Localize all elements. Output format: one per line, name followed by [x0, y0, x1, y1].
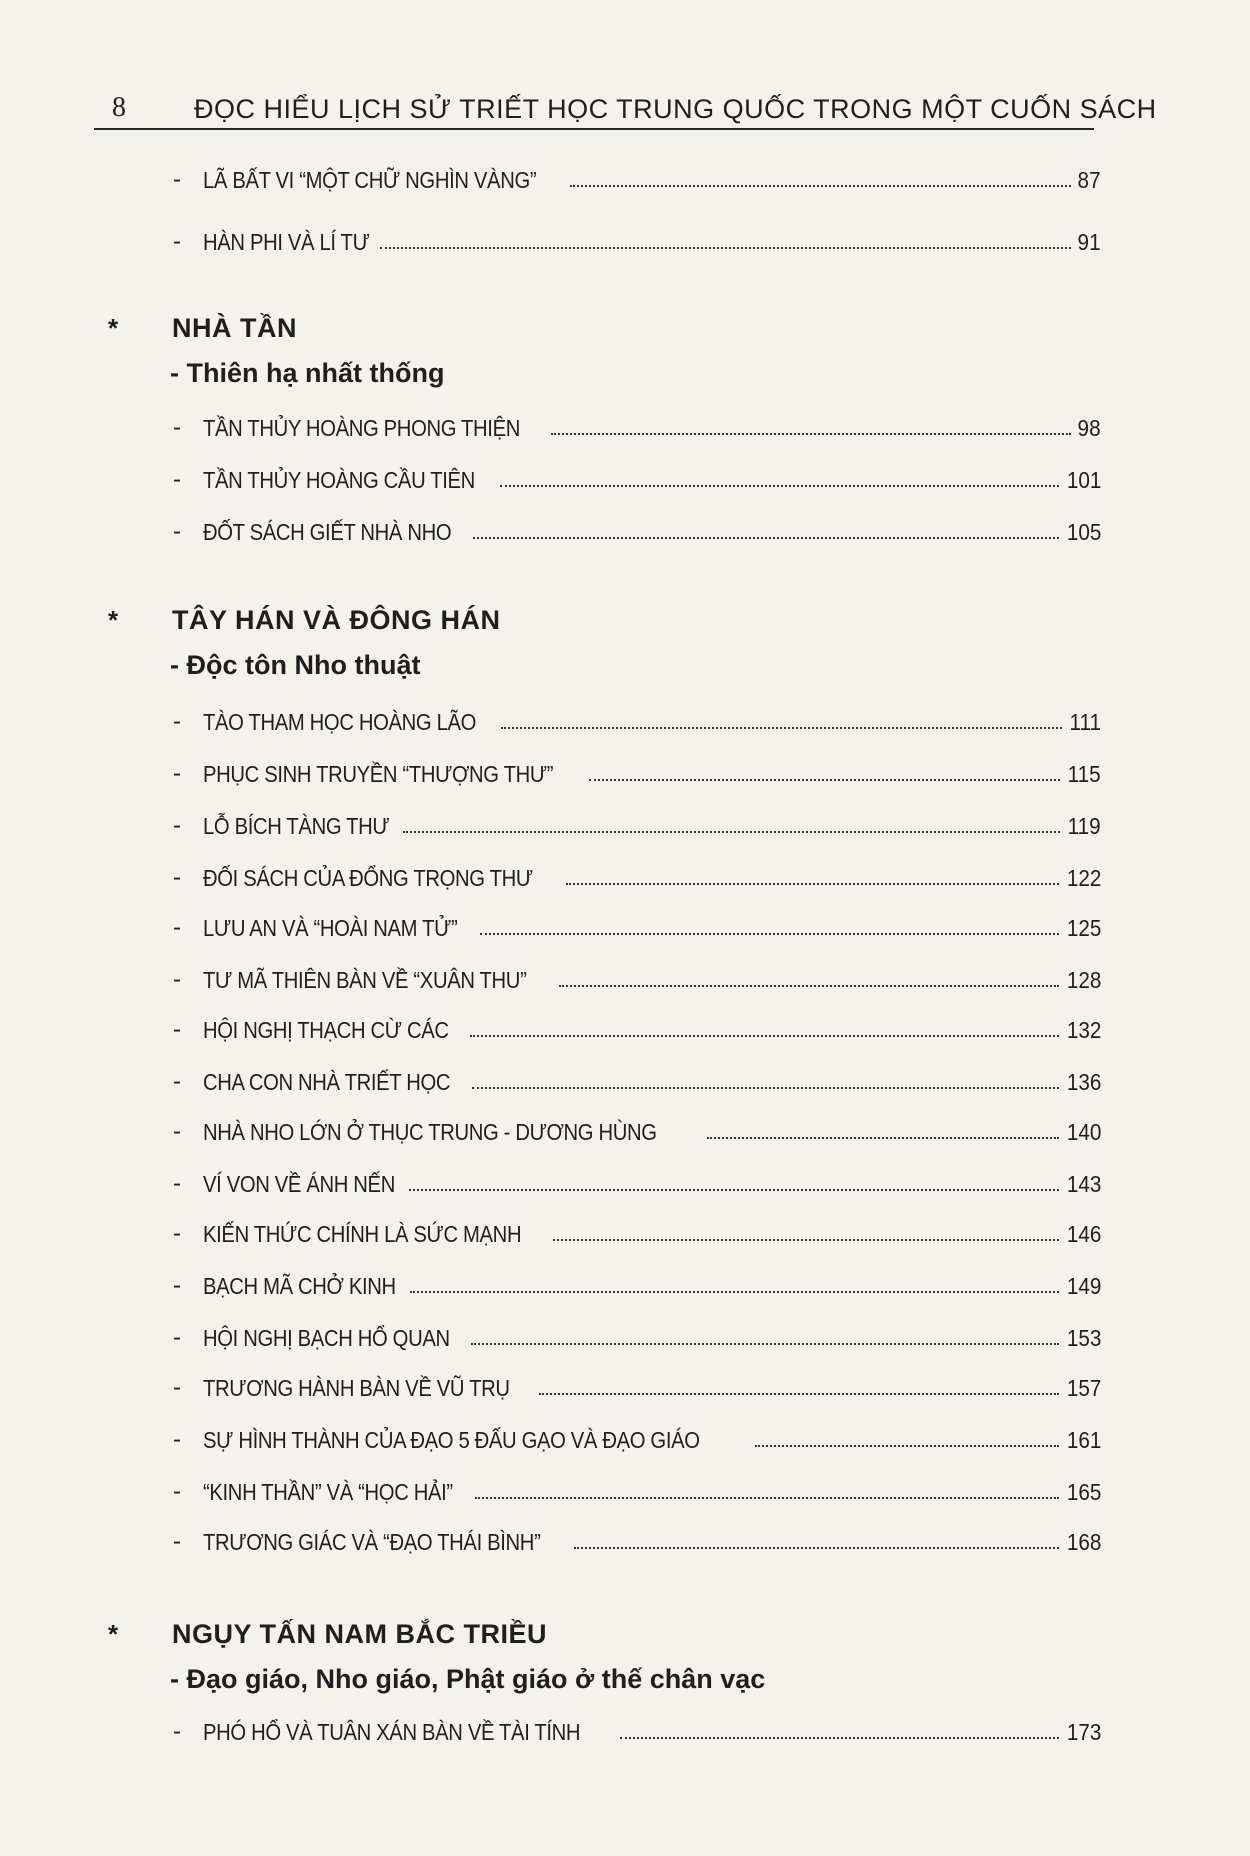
toc-entry — [173, 756, 1101, 788]
entry-dash: - — [173, 414, 181, 441]
entry-dash: - — [173, 1324, 181, 1351]
toc-entry — [173, 1474, 1101, 1506]
entry-page: 98 — [1077, 415, 1101, 441]
section-subtitle: - Độc tôn Nho thuật — [170, 650, 421, 680]
dot-leader — [620, 1737, 1059, 1739]
entry-title: PHỤC SINH TRUYỀN “THƯỢNG THƯ” — [203, 761, 554, 787]
entry-page: 146 — [1066, 1221, 1101, 1247]
toc-entry — [173, 410, 1101, 442]
section-subtitle: - Thiên hạ nhất thống — [170, 358, 445, 388]
entry-dash: - — [173, 166, 181, 193]
dot-leader — [559, 985, 1059, 987]
entry-title: HÀN PHI VÀ LÍ TƯ — [203, 229, 370, 255]
toc-entry — [173, 1064, 1101, 1096]
dot-leader — [570, 185, 1072, 187]
section-heading — [108, 310, 297, 344]
section-star: * — [108, 1619, 119, 1649]
dot-leader — [480, 933, 1059, 935]
dot-leader — [410, 1291, 1059, 1293]
entry-title: CHA CON NHÀ TRIẾT HỌC — [203, 1069, 451, 1095]
entry-title: HỘI NGHỊ THẠCH CỪ CÁC — [203, 1017, 449, 1043]
section-title: TÂY HÁN VÀ ĐÔNG HÁN — [172, 605, 501, 635]
entry-page: 143 — [1066, 1171, 1101, 1197]
entry-page: 161 — [1066, 1427, 1101, 1453]
dot-leader — [539, 1393, 1058, 1395]
entry-page: 157 — [1066, 1375, 1101, 1401]
page-number: 8 — [112, 92, 126, 123]
entry-page: 165 — [1066, 1479, 1101, 1505]
toc-entry — [173, 224, 1101, 256]
toc-entry — [173, 1114, 1101, 1146]
entry-page: 149 — [1066, 1273, 1101, 1299]
dot-leader — [553, 1239, 1059, 1241]
entry-title: VÍ VON VỀ ÁNH NẾN — [203, 1171, 395, 1197]
entry-dash: - — [173, 1068, 181, 1095]
entry-title: BẠCH MÃ CHỞ KINH — [203, 1273, 396, 1299]
dot-leader — [707, 1137, 1059, 1139]
entry-title: LƯU AN VÀ “HOÀI NAM TỬ” — [203, 915, 458, 941]
entry-title: TƯ MÃ THIÊN BÀN VỀ “XUÂN THU” — [203, 967, 527, 993]
dot-leader — [574, 1547, 1058, 1549]
toc-entry — [173, 910, 1101, 942]
entry-dash: - — [173, 1374, 181, 1401]
entry-title: ĐỐI SÁCH CỦA ĐỔNG TRỌNG THƯ — [203, 865, 533, 891]
toc-entry — [173, 1166, 1101, 1198]
entry-title: NHÀ NHO LỚN Ở THỤC TRUNG - DƯƠNG HÙNG — [203, 1119, 657, 1145]
entry-page: 91 — [1077, 229, 1101, 255]
entry-page: 105 — [1066, 519, 1101, 545]
entry-page: 136 — [1066, 1069, 1101, 1095]
dot-leader — [403, 831, 1061, 833]
toc-entry — [173, 1012, 1101, 1044]
entry-title: KIẾN THỨC CHÍNH LÀ SỨC MẠNH — [203, 1221, 522, 1247]
section-star: * — [108, 313, 119, 343]
entry-dash: - — [173, 914, 181, 941]
entry-page: 122 — [1066, 865, 1101, 891]
toc-entry — [173, 1320, 1101, 1352]
entry-title: PHÓ HỔ VÀ TUÂN XÁN BÀN VỀ TÀI TÍNH — [203, 1719, 581, 1745]
entry-title: TÀO THAM HỌC HOÀNG LÃO — [203, 709, 477, 735]
dot-leader — [500, 485, 1059, 487]
dot-leader — [473, 537, 1059, 539]
toc-entry — [173, 462, 1101, 494]
toc-entry — [173, 514, 1101, 546]
toc-entry — [173, 1268, 1101, 1300]
entry-page: 128 — [1066, 967, 1101, 993]
entry-page: 115 — [1067, 761, 1101, 787]
dot-leader — [475, 1497, 1059, 1499]
toc-entry — [173, 704, 1101, 736]
entry-page: 168 — [1066, 1529, 1101, 1555]
entry-title: SỰ HÌNH THÀNH CỦA ĐẠO 5 ĐẤU GẠO VÀ ĐẠO GIÁO — [203, 1427, 700, 1453]
entry-dash: - — [173, 1118, 181, 1145]
section-subtitle: - Đạo giáo, Nho giáo, Phật giáo ở thế chân vạc — [170, 1664, 766, 1694]
page-header — [94, 86, 1157, 130]
dot-leader — [755, 1445, 1058, 1447]
entry-page: 140 — [1066, 1119, 1101, 1145]
entry-title: TẦN THỦY HOÀNG CẦU TIÊN — [203, 467, 475, 493]
entry-dash: - — [173, 1272, 181, 1299]
dot-leader — [501, 727, 1062, 729]
entry-dash: - — [173, 518, 181, 545]
entry-dash: - — [173, 1170, 181, 1197]
toc-entry — [173, 1216, 1101, 1248]
entry-dash: - — [173, 1718, 181, 1745]
entry-dash: - — [173, 812, 181, 839]
toc-entry — [173, 1370, 1101, 1402]
entry-dash: - — [173, 1426, 181, 1453]
entry-dash: - — [173, 760, 181, 787]
dot-leader — [566, 883, 1059, 885]
entry-page: 173 — [1066, 1719, 1101, 1745]
entry-dash: - — [173, 966, 181, 993]
entry-title: LÃ BẤT VI “MỘT CHỮ NGHÌN VÀNG” — [203, 167, 537, 193]
entry-page: 87 — [1077, 167, 1101, 193]
entry-dash: - — [173, 466, 181, 493]
entry-title: HỘI NGHỊ BẠCH HỔ QUAN — [203, 1325, 450, 1351]
section-title: NGỤY TẤN NAM BẮC TRIỀU — [172, 1619, 547, 1649]
entry-dash: - — [173, 1220, 181, 1247]
entry-title: TRƯƠNG HÀNH BÀN VỀ VŨ TRỤ — [203, 1375, 510, 1401]
entry-dash: - — [173, 1478, 181, 1505]
toc-entry — [173, 162, 1101, 194]
entry-dash: - — [173, 228, 181, 255]
toc-entry — [173, 808, 1101, 840]
section-star: * — [108, 605, 119, 635]
entry-page: 119 — [1067, 813, 1101, 839]
dot-leader — [471, 1343, 1058, 1345]
toc-entry — [173, 1422, 1101, 1454]
entry-title: “KINH THẦN” VÀ “HỌC HẢI” — [203, 1479, 453, 1505]
toc-entry — [173, 962, 1101, 994]
entry-title: TRƯƠNG GIÁC VÀ “ĐẠO THÁI BÌNH” — [203, 1529, 541, 1555]
entry-page: 153 — [1066, 1325, 1101, 1351]
entry-title: TẦN THỦY HOÀNG PHONG THIỆN — [203, 415, 520, 441]
dot-leader — [589, 779, 1060, 781]
dot-leader — [470, 1035, 1058, 1037]
entry-page: 111 — [1069, 709, 1101, 735]
toc-entry — [173, 1524, 1101, 1556]
toc-entry — [173, 1714, 1101, 1746]
section-title: NHÀ TẦN — [172, 313, 297, 343]
running-title: ĐỌC HIỂU LỊCH SỬ TRIẾT HỌC TRUNG QUỐC TRONG MỘT CUỐN SÁCH — [194, 94, 1157, 124]
entry-dash: - — [173, 864, 181, 891]
entry-title: ĐỐT SÁCH GIẾT NHÀ NHO — [203, 519, 452, 545]
entry-dash: - — [173, 1528, 181, 1555]
section-heading — [108, 602, 501, 636]
section-heading — [108, 1616, 547, 1650]
entry-dash: - — [173, 1016, 181, 1043]
entry-page: 101 — [1066, 467, 1101, 493]
dot-leader — [409, 1189, 1058, 1191]
toc-entry — [173, 860, 1101, 892]
entry-dash: - — [173, 708, 181, 735]
dot-leader — [380, 247, 1071, 249]
dot-leader — [472, 1087, 1059, 1089]
entry-title: LỖ BÍCH TÀNG THƯ — [203, 813, 390, 839]
dot-leader — [551, 433, 1071, 435]
entry-page: 125 — [1066, 915, 1101, 941]
entry-page: 132 — [1066, 1017, 1101, 1043]
